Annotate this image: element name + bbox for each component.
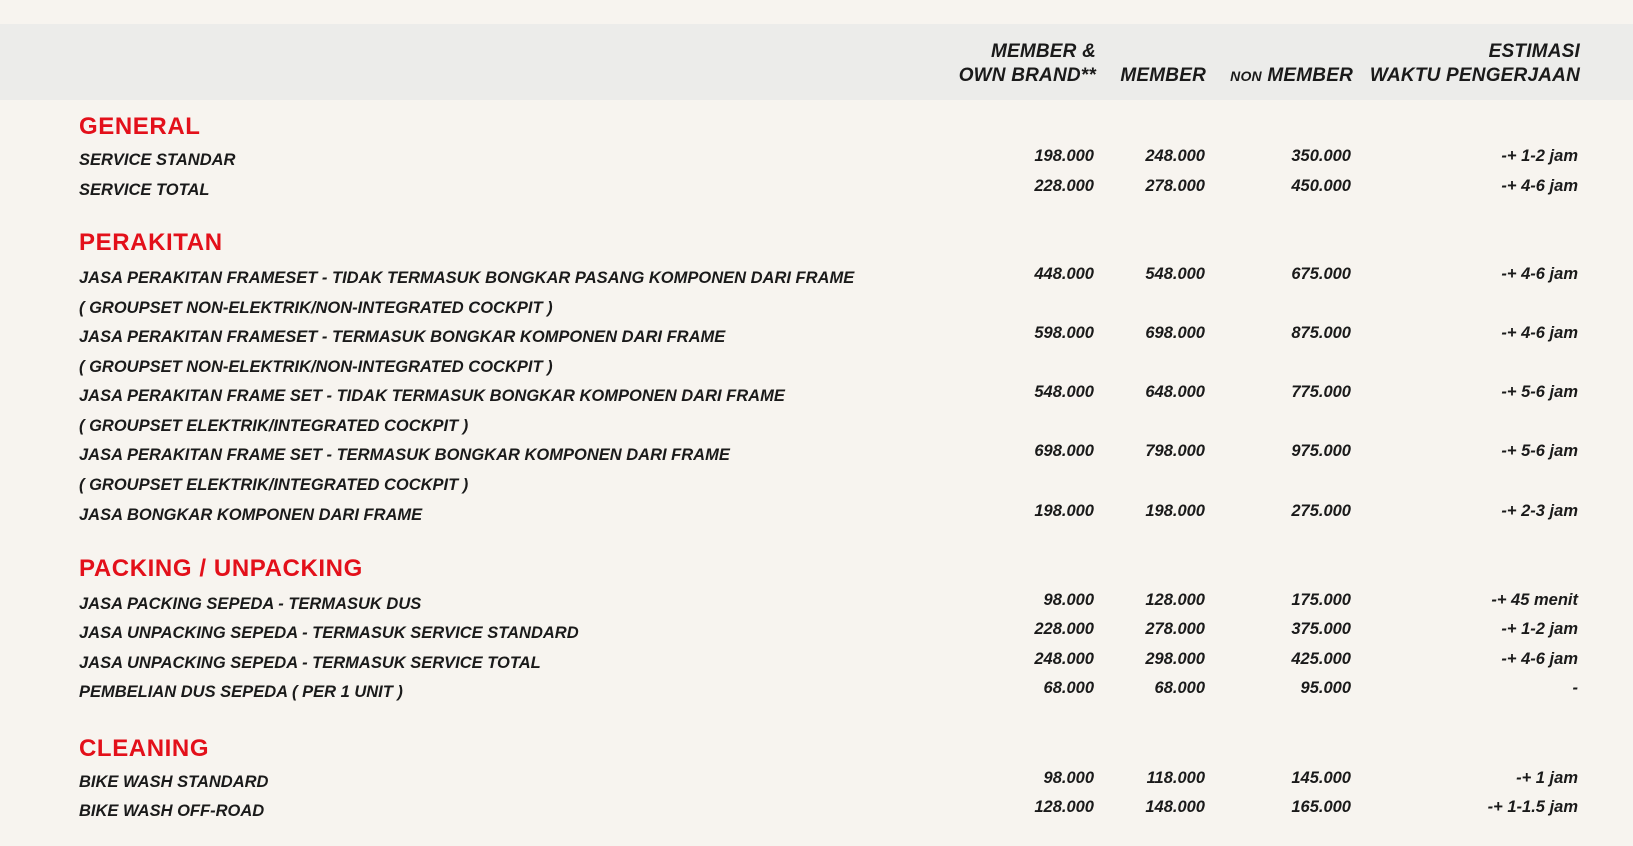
estimate-time: -+ 45 menit	[1491, 591, 1578, 609]
price-member-own-brand: 198.000	[1034, 502, 1094, 520]
section-title-perakitan: PERAKITAN	[79, 229, 223, 256]
price-member-own-brand: 548.000	[1034, 383, 1094, 401]
table-row	[0, 677, 1633, 707]
price-member: 148.000	[1145, 798, 1205, 816]
row-sublabel: ( GROUPSET NON-ELEKTRIK/NON-INTEGRATED COCKPIT )	[79, 358, 553, 376]
estimate-time: -+ 1-2 jam	[1501, 620, 1578, 638]
price-member-own-brand: 68.000	[1043, 679, 1094, 697]
price-member: 68.000	[1154, 679, 1205, 697]
estimate-time: -+ 2-3 jam	[1501, 502, 1578, 520]
price-non-member: 175.000	[1291, 591, 1351, 609]
column-header-member-own-brand	[959, 40, 1096, 88]
column-header-estimate	[1370, 40, 1580, 88]
table-row	[0, 322, 1633, 352]
row-label: JASA PACKING SEPEDA - TERMASUK DUS	[79, 595, 422, 613]
section-title-general: GENERAL	[79, 113, 201, 140]
price-non-member: 875.000	[1291, 324, 1351, 342]
price-member-own-brand: 98.000	[1043, 769, 1094, 787]
estimate-time: -+ 4-6 jam	[1501, 324, 1578, 342]
column-header-line: MEMBER &	[990, 41, 1096, 62]
column-header-line: ESTIMASI	[1488, 41, 1580, 62]
price-member-own-brand: 98.000	[1043, 591, 1094, 609]
price-member: 278.000	[1145, 177, 1205, 195]
price-non-member: 95.000	[1300, 679, 1351, 697]
table-row	[0, 145, 1633, 175]
estimate-time: -+ 1-1.5 jam	[1487, 798, 1578, 816]
row-label: JASA PERAKITAN FRAME SET - TIDAK TERMASUK BONGKAR KOMPONEN DARI FRAME	[79, 387, 785, 405]
table-row	[0, 381, 1633, 411]
price-member: 798.000	[1145, 442, 1205, 460]
row-sublabel: ( GROUPSET ELEKTRIK/INTEGRATED COCKPIT )	[79, 417, 469, 435]
price-member: 248.000	[1145, 147, 1205, 165]
price-non-member: 275.000	[1291, 502, 1351, 520]
row-label: JASA UNPACKING SEPEDA - TERMASUK SERVICE STANDARD	[79, 624, 579, 642]
price-member-own-brand: 448.000	[1034, 265, 1094, 283]
price-member: 548.000	[1145, 265, 1205, 283]
price-non-member: 975.000	[1291, 442, 1351, 460]
price-member-own-brand: 198.000	[1034, 147, 1094, 165]
price-member-own-brand: 228.000	[1034, 177, 1094, 195]
estimate-time: -+ 4-6 jam	[1501, 265, 1578, 283]
price-member-own-brand: 248.000	[1034, 650, 1094, 668]
row-sublabel: ( GROUPSET NON-ELEKTRIK/NON-INTEGRATED COCKPIT )	[79, 299, 553, 317]
price-member: 298.000	[1145, 650, 1205, 668]
table-row	[0, 589, 1633, 619]
table-row	[0, 618, 1633, 648]
estimate-time: -+ 5-6 jam	[1501, 383, 1578, 401]
row-label: JASA PERAKITAN FRAME SET - TERMASUK BONGKAR KOMPONEN DARI FRAME	[79, 446, 730, 464]
estimate-time: -+ 4-6 jam	[1501, 177, 1578, 195]
estimate-time: -+ 1 jam	[1516, 769, 1578, 787]
price-non-member: 145.000	[1291, 769, 1351, 787]
row-label: SERVICE TOTAL	[79, 181, 210, 199]
price-member: 198.000	[1145, 502, 1205, 520]
row-label: JASA BONGKAR KOMPONEN DARI FRAME	[79, 506, 423, 524]
row-label: JASA UNPACKING SEPEDA - TERMASUK SERVICE TOTAL	[79, 654, 541, 672]
price-member: 118.000	[1146, 769, 1205, 787]
price-member: 128.000	[1145, 591, 1205, 609]
price-non-member: 165.000	[1291, 798, 1351, 816]
price-member: 648.000	[1145, 383, 1205, 401]
price-member: 278.000	[1145, 620, 1205, 638]
price-non-member: 375.000	[1291, 620, 1351, 638]
table-row	[0, 263, 1633, 293]
price-non-member: 675.000	[1291, 265, 1351, 283]
table-row	[0, 796, 1633, 826]
row-sublabel: ( GROUPSET ELEKTRIK/INTEGRATED COCKPIT )	[79, 476, 469, 494]
table-row	[0, 648, 1633, 678]
estimate-time: -+ 5-6 jam	[1501, 442, 1578, 460]
section-title-cleaning: CLEANING	[79, 735, 210, 762]
price-non-member: 450.000	[1291, 177, 1351, 195]
table-row	[0, 767, 1633, 797]
row-label: BIKE WASH STANDARD	[79, 773, 269, 791]
table-row	[0, 440, 1633, 470]
table-row	[0, 175, 1633, 205]
column-header-non-prefix: NON	[1230, 68, 1262, 84]
table-row	[0, 500, 1633, 530]
price-member-own-brand: 128.000	[1034, 798, 1094, 816]
price-non-member: 775.000	[1291, 383, 1351, 401]
price-member: 698.000	[1145, 324, 1205, 342]
column-header-line: OWN BRAND**	[958, 65, 1096, 86]
price-non-member: 425.000	[1291, 650, 1351, 668]
row-label: SERVICE STANDAR	[79, 151, 236, 169]
column-header-line: WAKTU PENGERJAAN	[1369, 65, 1580, 86]
row-label: PEMBELIAN DUS SEPEDA ( PER 1 UNIT )	[79, 683, 403, 701]
price-member-own-brand: 598.000	[1034, 324, 1094, 342]
row-label: JASA PERAKITAN FRAMESET - TIDAK TERMASUK BONGKAR PASANG KOMPONEN DARI FRAME	[79, 269, 855, 287]
row-label: JASA PERAKITAN FRAMESET - TERMASUK BONGKAR KOMPONEN DARI FRAME	[79, 328, 726, 346]
estimate-time: -+ 4-6 jam	[1501, 650, 1578, 668]
section-title-packing: PACKING / UNPACKING	[79, 555, 363, 582]
row-label: BIKE WASH OFF-ROAD	[79, 802, 265, 820]
price-member-own-brand: 228.000	[1034, 620, 1094, 638]
price-member-own-brand: 698.000	[1034, 442, 1094, 460]
estimate-time: -+ 1-2 jam	[1501, 147, 1578, 165]
estimate-time: -	[1572, 679, 1578, 697]
price-non-member: 350.000	[1291, 147, 1351, 165]
column-header-non-member-text: MEMBER	[1267, 65, 1353, 86]
column-header-non-member	[1230, 64, 1353, 88]
column-header-member: MEMBER	[1120, 65, 1206, 86]
